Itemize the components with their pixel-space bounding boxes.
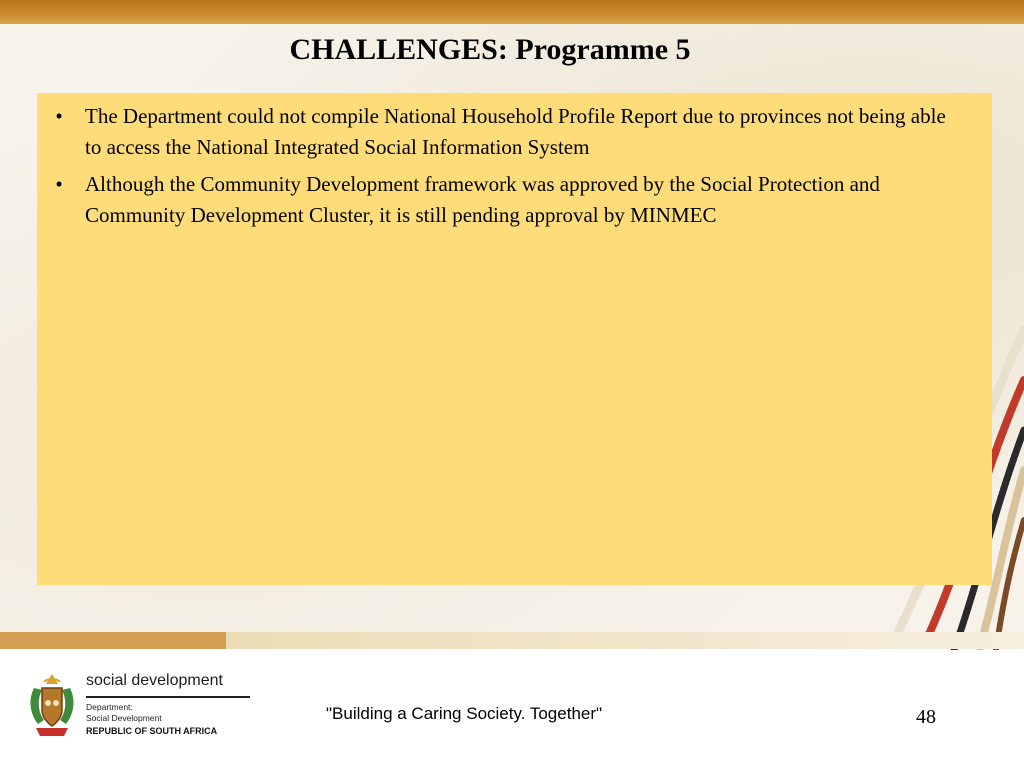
logo-brand-text: social development bbox=[86, 672, 223, 689]
content-panel bbox=[37, 93, 992, 585]
bullet-item bbox=[49, 169, 962, 231]
logo-dept-line2: Social Development bbox=[86, 713, 162, 723]
bullet-symbol: • bbox=[55, 172, 63, 196]
bullet-item bbox=[49, 101, 962, 163]
department-logo bbox=[24, 668, 234, 742]
slide-title: CHALLENGES: Programme 5 bbox=[289, 33, 691, 66]
logo-country-text: REPUBLIC OF SOUTH AFRICA bbox=[86, 726, 218, 736]
footer-slogan: "Building a Caring Society. Together" bbox=[326, 704, 603, 723]
bullet-text: The Department could not compile National Household Profile Report due to provinces not being able to access the National Integrated Social Information System bbox=[85, 104, 946, 159]
coat-of-arms-icon bbox=[24, 670, 80, 740]
bullet-list bbox=[49, 101, 962, 231]
bottom-light-strip bbox=[226, 632, 1024, 649]
bullet-text: Although the Community Development framework was approved by the Social Protection and Community Development Cluster, it is still pending approval by MINMEC bbox=[85, 172, 880, 227]
top-decorative-band bbox=[0, 0, 1024, 24]
bottom-accent-strip bbox=[0, 632, 226, 649]
bullet-symbol: • bbox=[55, 104, 63, 128]
logo-department-text bbox=[86, 702, 162, 724]
page-number: 48 bbox=[916, 706, 936, 728]
logo-dept-line1: Department: bbox=[86, 702, 133, 712]
logo-divider bbox=[86, 696, 250, 698]
